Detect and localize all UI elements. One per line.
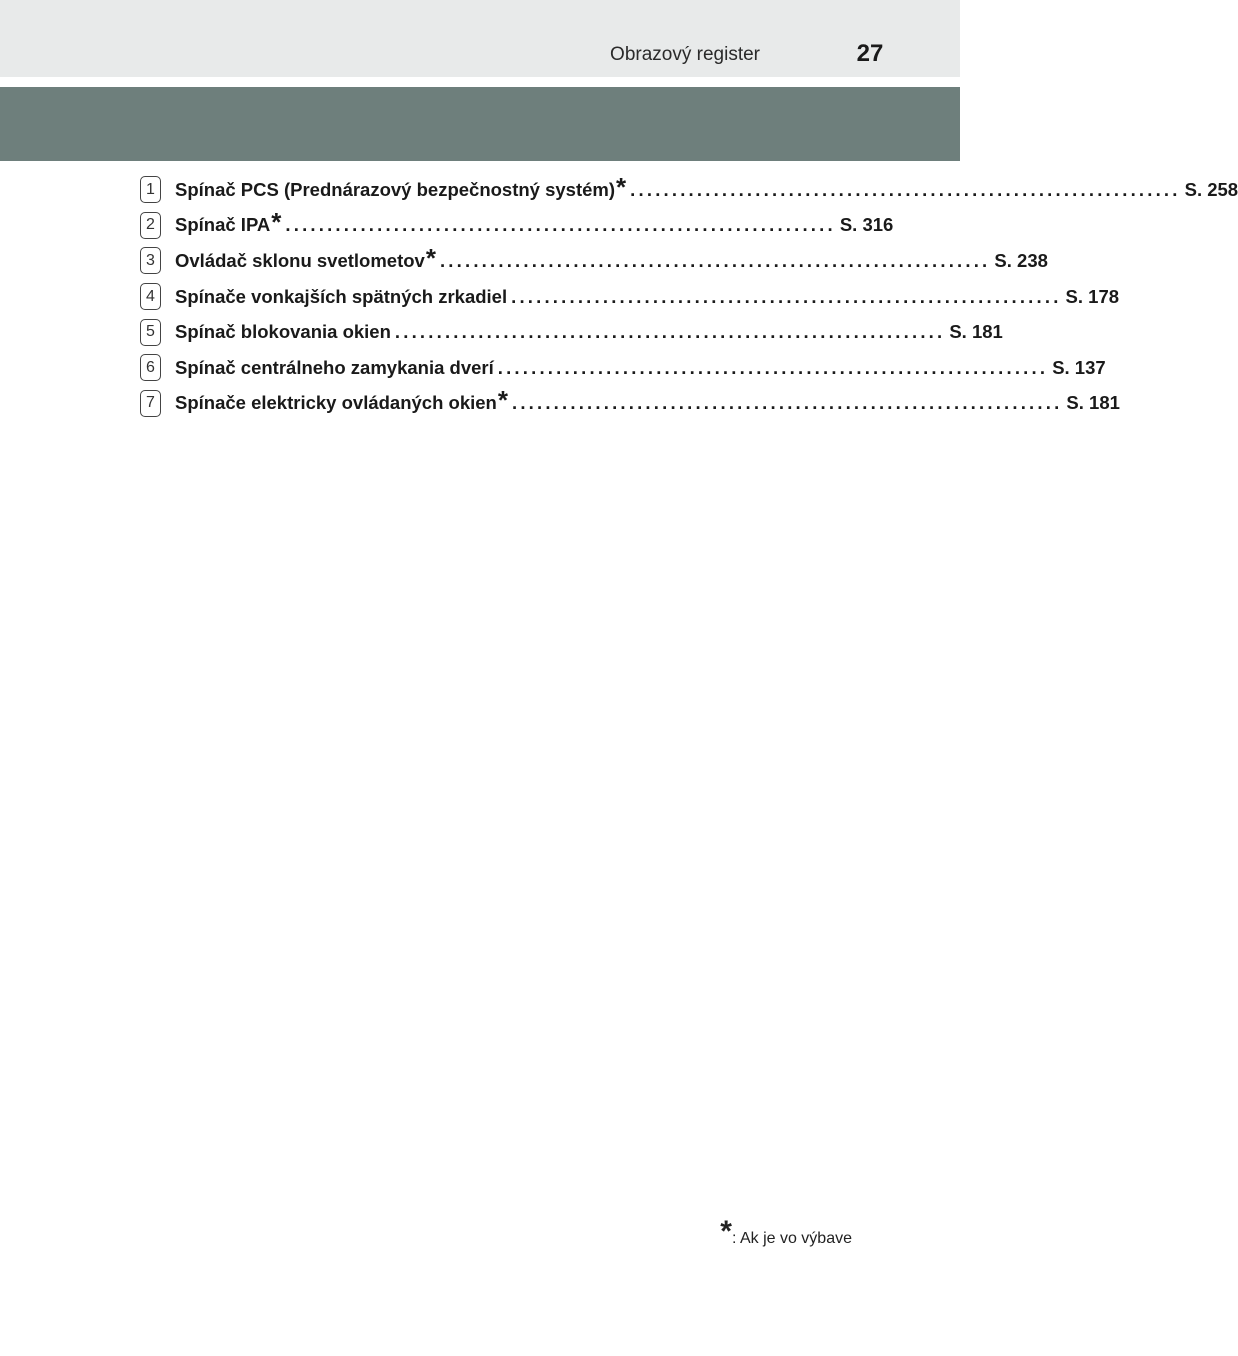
item-number-badge: 4 xyxy=(140,283,161,310)
page-reference[interactable]: S. 181 xyxy=(949,321,1003,343)
list-item[interactable] xyxy=(140,314,1003,350)
header-top-band xyxy=(0,0,960,77)
item-title: Ovládač sklonu svetlometov xyxy=(175,249,425,271)
list-item[interactable]: 1 Spínač PCS (Prednárazový bezpečnostný systém) * .................................................................. S. 258 xyxy=(140,172,816,208)
list-item[interactable]: 2 Spínač IPA * .................................................................. S. 316 xyxy=(140,208,816,244)
dot-leader: .................................................................. xyxy=(630,178,1181,200)
item-title: Spínač IPA xyxy=(175,214,271,236)
page-reference[interactable]: S. 238 xyxy=(994,249,1048,271)
item-number-badge: 2 xyxy=(140,212,161,239)
footnote-text: : Ak je vo výbave xyxy=(731,1230,852,1247)
list-item[interactable]: 3 Ovládač sklonu svetlometov * .................................................................. S. 238 xyxy=(140,243,816,279)
page-reference[interactable]: S. 137 xyxy=(1052,356,1106,378)
dot-leader: .................................................................. xyxy=(497,356,1049,378)
dot-leader: .................................................................. xyxy=(285,214,836,236)
item-title: Spínač blokovania okien xyxy=(175,321,391,343)
header-image-band xyxy=(0,87,960,161)
item-number-badge: 5 xyxy=(140,319,161,346)
item-number-badge: 1 xyxy=(140,176,161,203)
page-number: 27 xyxy=(856,40,884,67)
index-list xyxy=(140,171,1238,421)
page-reference[interactable]: S. 181 xyxy=(1066,392,1120,414)
footnote-mark: * xyxy=(720,1215,732,1248)
list-item[interactable]: 7 Spínače elektricky ovládaných okien * .................................................................. S. 181 xyxy=(140,386,816,422)
dot-leader: .................................................................. xyxy=(511,392,1063,414)
footnote xyxy=(640,1215,852,1248)
page-header-title: Obrazový register xyxy=(610,44,760,65)
dot-leader: .................................................................. xyxy=(511,285,1062,307)
dot-leader: .................................................................. xyxy=(394,321,946,343)
item-title: Spínač centrálneho zamykania dverí xyxy=(175,356,494,378)
item-title: Spínač PCS (Prednárazový bezpečnostný systém) xyxy=(175,178,616,200)
item-number-badge: 7 xyxy=(140,390,161,417)
page-reference[interactable]: S. 178 xyxy=(1065,285,1120,307)
item-title: Spínače elektricky ovládaných okien xyxy=(175,392,497,414)
list-item[interactable] xyxy=(140,279,1120,315)
page-reference[interactable]: S. 258 xyxy=(1184,178,1238,200)
dot-leader: .................................................................. xyxy=(439,249,991,271)
item-number-badge: 6 xyxy=(140,354,161,381)
item-number-badge: 3 xyxy=(140,247,161,274)
item-title: Spínače vonkajších spätných zrkadiel xyxy=(175,285,508,307)
page-reference[interactable]: S. 316 xyxy=(839,214,894,236)
list-item[interactable] xyxy=(140,350,1106,386)
